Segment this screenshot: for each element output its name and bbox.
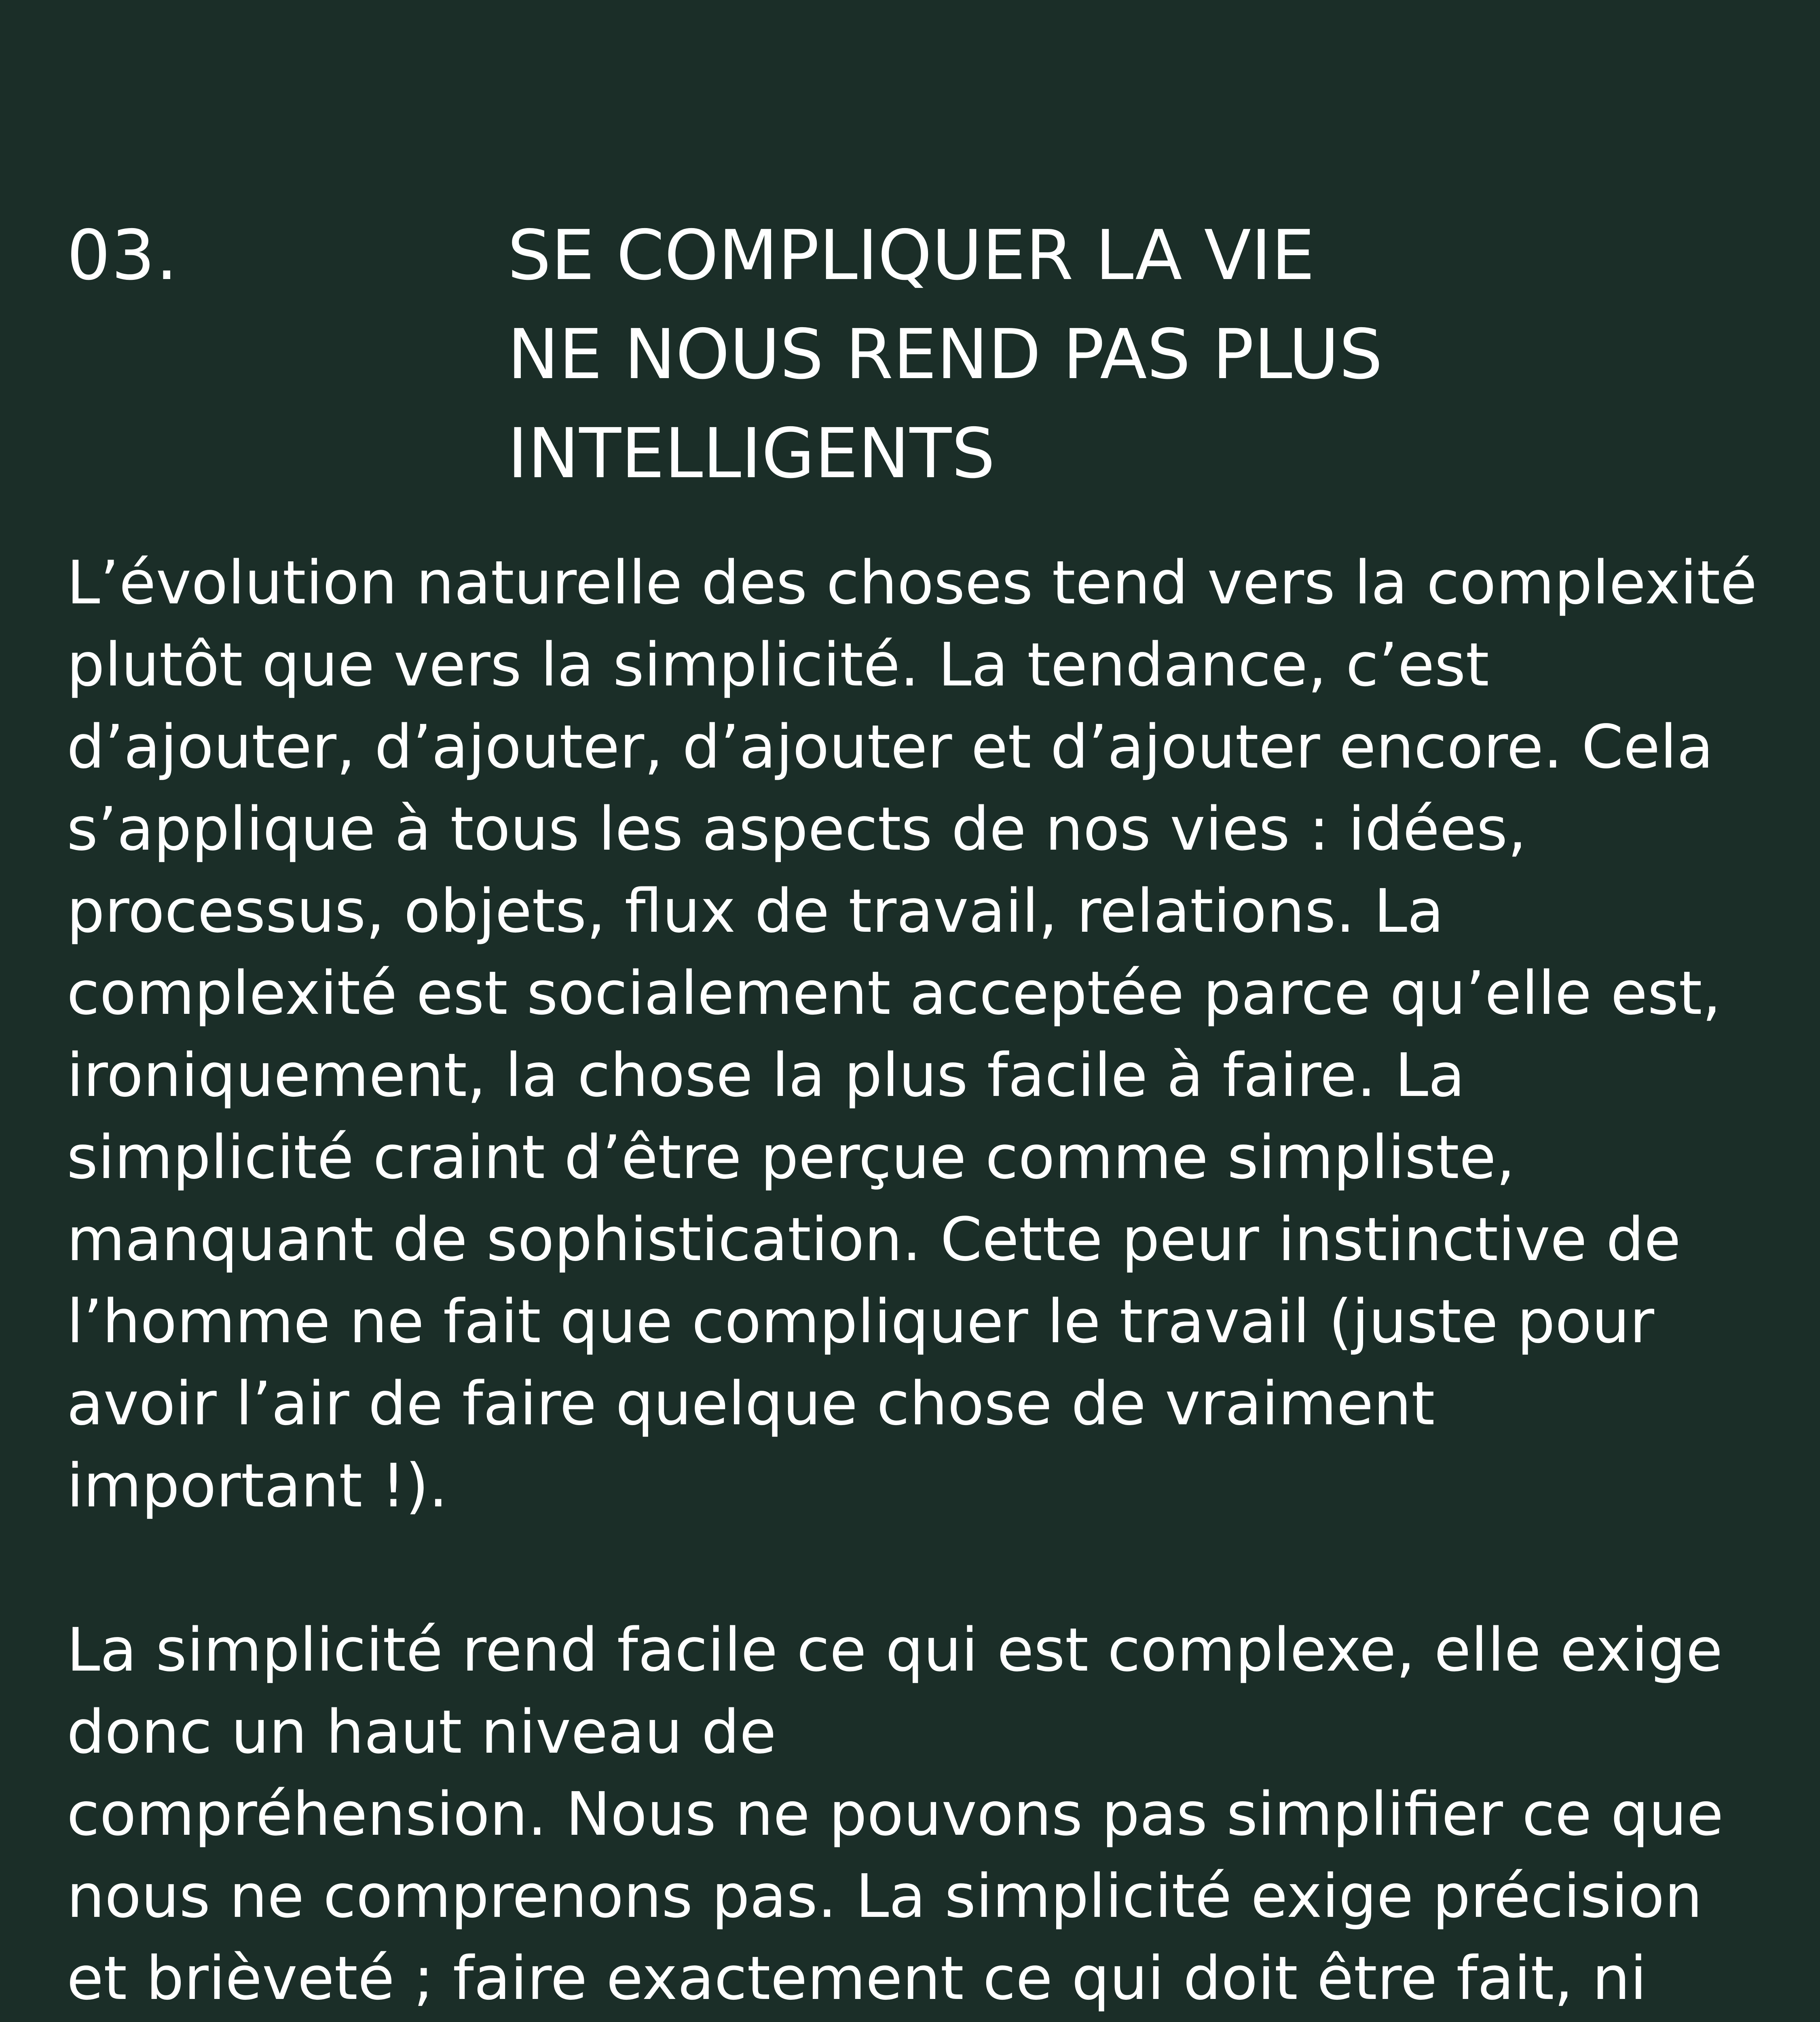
- paragraph-2: [67, 1609, 1805, 2022]
- section-title: [507, 206, 1761, 503]
- text-line: complexité est socialement acceptée parce qu’elle est,: [67, 958, 1721, 1028]
- text-line: compréhension. Nous ne pouvons pas simplifier ce que: [67, 1779, 1724, 1849]
- section-number: 03.: [67, 216, 179, 296]
- section-title-line: NE NOUS REND PAS PLUS: [507, 315, 1383, 395]
- text-line: important !).: [67, 1451, 448, 1521]
- text-line: [67, 2020, 1805, 2022]
- text-line: et brièveté ; faire exactement ce qui doit être fait, ni: [67, 1944, 1647, 2013]
- text-line: d’ajouter, d’ajouter, d’ajouter et d’ajouter encore. Cela: [67, 712, 1714, 782]
- text-line: plutôt que vers la simplicité. La tendance, c’est: [67, 630, 1489, 700]
- text-line: nous ne comprenons pas. La simplicité exige précision: [67, 1861, 1703, 1931]
- text-line: ironiquement, la chose la plus facile à faire. La: [67, 1041, 1465, 1110]
- text-line: l’homme ne fait que compliquer le travail (juste pour: [67, 1287, 1655, 1356]
- section-title-line: SE COMPLIQUER LA VIE: [507, 216, 1315, 296]
- text-line: s’applique à tous les aspects de nos vies : idées,: [67, 794, 1527, 864]
- body-text: [67, 542, 1805, 2022]
- text-line: manquant de sophistication. Cette peur instinctive de: [67, 1205, 1681, 1274]
- text-line: simplicité craint d’être perçue comme simpliste,: [67, 1123, 1515, 1192]
- text-line: avoir l’air de faire quelque chose de vraiment: [67, 1369, 1435, 1438]
- text-line: processus, objets, flux de travail, relations. La: [67, 876, 1444, 946]
- text-line: L’évolution naturelle des choses tend vers la complexité: [67, 548, 1757, 618]
- paragraph-1: [67, 542, 1805, 1527]
- text-line: donc un haut niveau de: [67, 1697, 776, 1767]
- section-title-line: INTELLIGENTS: [507, 414, 996, 494]
- paragraph-spacer: [67, 1527, 1805, 1609]
- text-line: La simplicité rend facile ce qui est complexe, elle exige: [67, 1615, 1723, 1685]
